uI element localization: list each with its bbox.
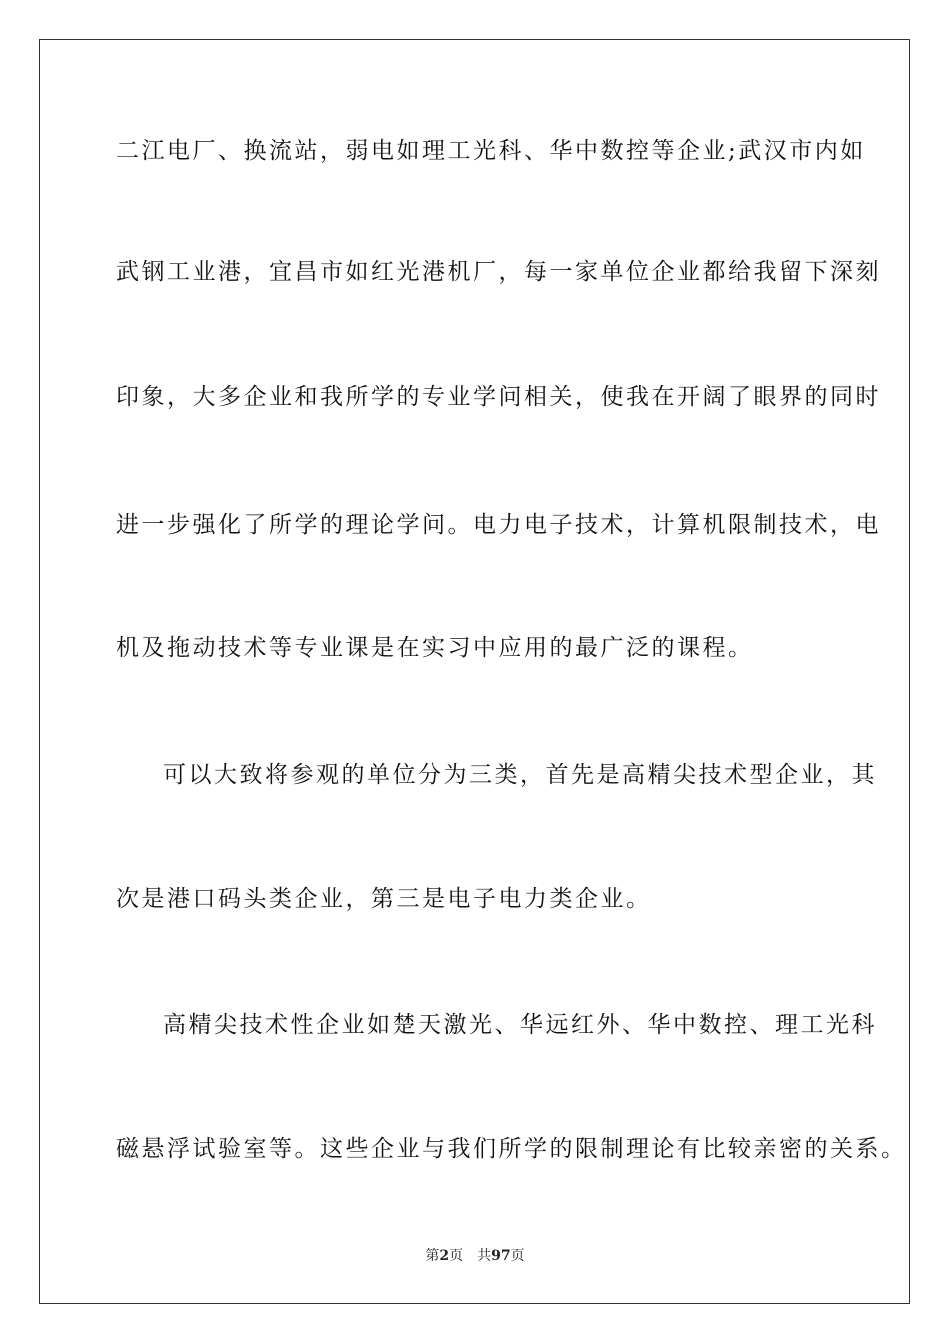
text-line-2: 武钢工业港，宜昌市如红光港机厂，每一家单位企业都给我留下深刻 (116, 259, 881, 285)
text-line-8: 高精尖技术性企业如楚天激光、华远红外、华中数控、理工光科 (163, 1012, 877, 1038)
page-prefix: 第 (425, 1248, 440, 1264)
text-line-3: 印象，大多企业和我所学的专业学问相关，使我在开阔了眼界的同时 (116, 384, 881, 410)
page-border (39, 39, 910, 1304)
page-suffix: 页 (449, 1248, 464, 1264)
text-line-6: 可以大致将参观的单位分为三类，首先是高精尖技术型企业，其 (163, 762, 877, 788)
text-line-9: 磁悬浮试验室等。这些企业与我们所学的限制理论有比较亲密的关系。 (116, 1136, 907, 1162)
total-pages: 97 (491, 1248, 511, 1264)
page-number: 2 (439, 1248, 450, 1264)
text-line-1: 二江电厂、换流站，弱电如理工光科、华中数控等企业;武汉市内如 (116, 138, 866, 164)
text-line-5: 机及拖动技术等专业课是在实习中应用的最广泛的课程。 (116, 635, 754, 661)
text-line-4: 进一步强化了所学的理论学问。电力电子技术，计算机限制技术，电 (116, 512, 881, 538)
total-suffix: 页 (510, 1248, 525, 1264)
page-footer (0, 1247, 950, 1265)
text-line-7: 次是港口码头类企业，第三是电子电力类企业。 (116, 886, 652, 912)
total-prefix: 共 (477, 1248, 492, 1264)
